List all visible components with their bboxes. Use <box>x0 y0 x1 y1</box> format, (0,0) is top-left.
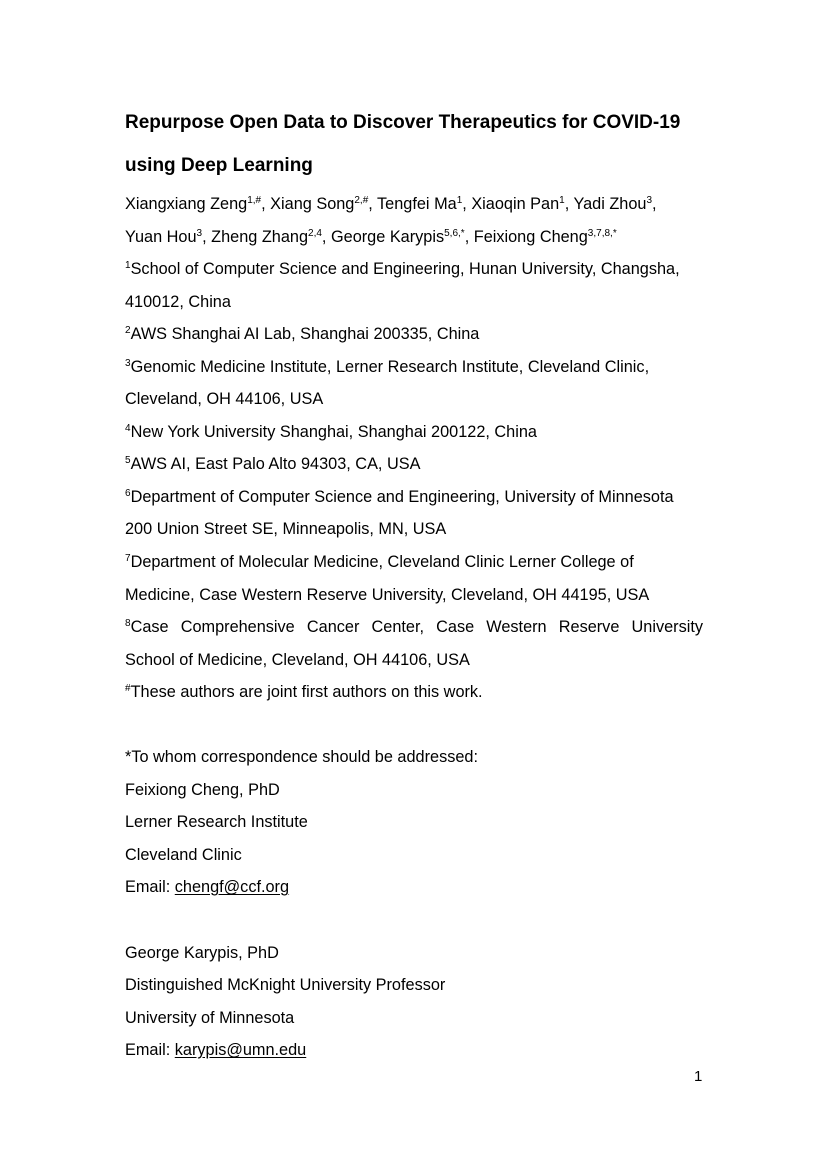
affiliation-6 <box>125 486 725 508</box>
affiliation-7-cont: Medicine, Case Western Reserve University, Cleveland, OH 44195, USA <box>125 586 650 604</box>
author-name: Yadi Zhou <box>573 195 647 213</box>
contact-1-institute: Lerner Research Institute <box>125 813 308 831</box>
affiliation-sup: 8 <box>125 618 131 629</box>
email-link-cheng[interactable]: chengf@ccf.org <box>174 878 290 896</box>
affiliation-text: AWS Shanghai AI Lab, Shanghai 200335, China <box>130 325 480 343</box>
affiliation-3 <box>125 356 725 378</box>
author-name: Zheng Zhang <box>211 228 309 246</box>
author-sup: 3,7,8,* <box>587 228 617 239</box>
affiliation-sup: 3 <box>125 358 131 369</box>
author-sup: 3 <box>196 228 203 239</box>
note-text: These authors are joint first authors on this work. <box>130 683 483 701</box>
affiliation-text: AWS AI, East Palo Alto 94303, CA, USA <box>130 455 421 473</box>
email-label: Email: <box>125 878 175 896</box>
author-sup: 1,# <box>247 195 262 206</box>
author-sup: 2,# <box>354 195 369 206</box>
author-sup: 1 <box>559 195 565 206</box>
affiliation-text: Department of Computer Science and Engineering, University of Minnesota <box>130 488 674 506</box>
affiliation-text: School of Computer Science and Engineering, Hunan University, Changsha, <box>130 260 680 278</box>
email-label: Email: <box>125 1041 175 1059</box>
affiliation-2 <box>125 323 725 345</box>
affiliation-1-cont: 410012, China <box>125 293 231 311</box>
affiliation-3-cont: Cleveland, OH 44106, USA <box>125 390 324 408</box>
affiliation-text: Case Comprehensive Cancer Center, Case Western Reserve University <box>130 618 703 636</box>
affiliation-sup: 2 <box>125 325 131 336</box>
contact-2-organization: University of Minnesota <box>125 1009 295 1027</box>
contact-1-email-line <box>125 876 725 898</box>
page-number: 1 <box>694 1068 703 1085</box>
author-sup: 5,6,* <box>444 228 465 239</box>
affiliation-6-cont: 200 Union Street SE, Minneapolis, MN, USA <box>125 520 447 538</box>
author-name: Tengfei Ma <box>377 195 457 213</box>
contact-2-email-line <box>125 1039 725 1061</box>
author-name: Xiaoqin Pan <box>471 195 560 213</box>
affiliation-sup: 4 <box>125 423 131 434</box>
affiliation-7 <box>125 551 725 573</box>
correspondence-heading: *To whom correspondence should be addressed: <box>125 748 478 766</box>
author-name: Feixiong Cheng <box>473 228 588 246</box>
contact-2-name: George Karypis, PhD <box>125 944 279 962</box>
email-link-karypis[interactable]: karypis@umn.edu <box>174 1041 307 1059</box>
affiliation-sup: 7 <box>125 553 131 564</box>
affiliation-text: Department of Molecular Medicine, Cleveland Clinic Lerner College of <box>130 553 634 571</box>
affiliation-text: New York University Shanghai, Shanghai 200122, China <box>130 423 537 441</box>
affiliation-8-cont: School of Medicine, Cleveland, OH 44106, USA <box>125 651 470 669</box>
author-name: George Karypis <box>330 228 445 246</box>
affiliation-1 <box>125 258 725 280</box>
author-name: Yuan Hou <box>125 228 197 246</box>
author-sup: 3 <box>646 195 653 206</box>
author-sup: 2,4 <box>308 228 322 239</box>
contact-2-title: Distinguished McKnight University Professor <box>125 976 446 994</box>
joint-first-author-note <box>125 681 725 703</box>
author-name: Xiangxiang Zeng <box>125 195 248 213</box>
note-sup: # <box>125 683 131 694</box>
title-line-2: using Deep Learning <box>125 155 313 176</box>
affiliation-sup: 1 <box>125 260 131 271</box>
affiliation-text: Genomic Medicine Institute, Lerner Research Institute, Cleveland Clinic, <box>130 358 650 376</box>
affiliation-4 <box>125 421 725 443</box>
author-name: Xiang Song <box>270 195 355 213</box>
author-sup: 1 <box>456 195 463 206</box>
author-line-1: Xiangxiang Zeng$^{1,\#}$, Xiang Song$^{2,\#}$, Tengfei Ma$^1$, Xiaoqin Pan$^1$, Yadi Zhou$^3$, <box>125 195 657 213</box>
contact-1-name: Feixiong Cheng, PhD <box>125 781 280 799</box>
affiliation-sup: 5 <box>125 455 131 466</box>
affiliation-8 <box>125 616 703 638</box>
title-line-1: Repurpose Open Data to Discover Therapeutics for COVID-19 <box>125 112 681 133</box>
affiliation-5 <box>125 453 725 475</box>
author-line-2: Yuan Hou$^3$, Zheng Zhang$^{2,4}$, George Karypis$^{5,6,*}$, Feixiong Cheng$^{3,7,8,*}$ <box>125 228 617 246</box>
affiliation-sup: 6 <box>125 488 131 499</box>
contact-1-organization: Cleveland Clinic <box>125 846 242 864</box>
